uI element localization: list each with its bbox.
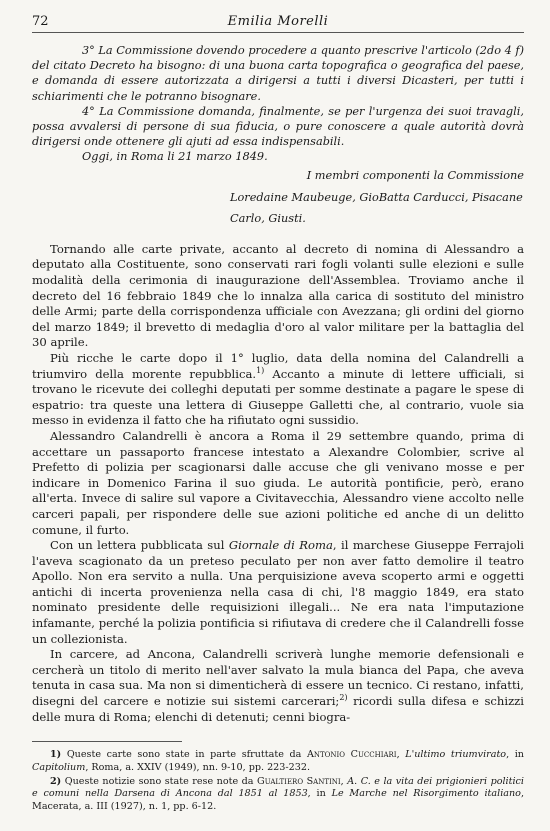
- footnote-2-sep: ,: [340, 776, 348, 788]
- footnote-2-number: 2): [50, 776, 62, 788]
- footnote-2-author: Gualtiero Santini: [257, 776, 341, 788]
- journal-title: Giornale di Roma: [228, 538, 333, 553]
- body-paragraph-1: Tornando alle carte private, accanto al decreto di nomina di Alessandro a deputato alla Costituente, sono conservati rari fogli volanti sulle elezioni e sulle modalità della cerimonia di inaugurazione dell'Assemblea. Troviamo anche il decreto del 16 febbraio 1849 che lo innalza alla carica di sostituto del ministro delle Armi; parte della corrispondenza ufficiale con Avezzana; gli ordini del giorno del marzo 1849; il brevetto di medaglia d'oro al valor militare per la battaglia del 30 aprile.: [32, 241, 524, 350]
- footnote-ref-1[interactable]: 1): [256, 365, 265, 375]
- footnote-1-title: L'ultimo triumvirato: [405, 749, 507, 761]
- signatories: [230, 189, 524, 227]
- page-number: 72: [32, 14, 49, 29]
- signatories-line-2: Carlo, Giusti.: [230, 211, 306, 225]
- signatories-line-1: Loredaine Maubeuge, GioBatta Carducci, Pisacane: [230, 190, 523, 204]
- footnote-2-text-c: , Macerata, a. III (1927), n. 1, pp. 6-12.: [32, 788, 524, 812]
- body-paragraph-3: Alessandro Calandrelli è ancora a Roma il 29 settembre quando, prima di accettare un passaporto francese intestato a Alexandre Colombier, scrive al Prefetto di polizia per scagionarsi dalle accuse che gli venivano mosse e per indicare in Domenico Farina il suo giuda. Le autorità pontificie, però, erano all'erta. Invece di salire sul vapore a Civitavecchia, Alessandro viene accolto nelle carceri papali, per rispondere delle sue azioni politiche ed anche di un delitto comune, il furto.: [32, 428, 524, 537]
- footnote-1-text-b: , in: [506, 749, 524, 761]
- body-paragraph-2: [32, 351, 524, 429]
- body-text: [32, 242, 524, 725]
- footnote-1-number: 1): [50, 749, 62, 761]
- footnote-1-text-c: , Roma, a. XXIV (1949), nn. 9-10, pp. 223-232.: [85, 761, 310, 773]
- footnotes: [32, 749, 524, 813]
- footnote-2-text-b: , in: [307, 788, 332, 800]
- body-paragraph-2-b: Accanto a minute di lettere ufficiali, si trovano le ricevute dei colleghi deputati per somme destinate a pagare le spese di espatrio: tra queste una lettera di Giuseppe Galletti che, al contrario, vuole sia messo in evidenza il fatto che ha rifiutato ogni sussidio.: [32, 366, 525, 428]
- footnote-1-author: Antonio Cucchiari: [306, 749, 397, 761]
- body-paragraph-4-a: Con un lettera pubblicata sul: [50, 538, 229, 553]
- footnote-1-text-a: Queste carte sono state in parte sfruttate da: [61, 749, 307, 761]
- quoted-document: [32, 43, 524, 165]
- body-paragraph-5-b: ricordi sulla difesa e schizzi delle mura di Roma; elenchi di detenuti; cenni biogra-: [32, 694, 524, 724]
- footnote-1: [32, 749, 524, 774]
- footnote-1-journal: Capitolium: [32, 761, 86, 773]
- running-head: [32, 12, 524, 33]
- footnote-1-sep: ,: [396, 749, 406, 761]
- body-paragraph-5-a: In carcere, ad Ancona, Calandrelli scriverà lunghe memorie defensionali e cercherà un titolo di merito nell'aver salvato la mula bianca del Papa, che aveva tenuta in casa sua. Ma non si dimenticherà di essere un tecnico. Ci restano, infatti, disegni del carcere e notizie sui sistemi carcerari;: [32, 647, 524, 709]
- running-title: Emilia Morelli: [227, 14, 329, 29]
- footnote-2-title: A. C. e la vita dei prigionieri politici e comuni nella Darsena di Ancona dal 1851 al 1853: [32, 776, 524, 800]
- document-paragraph-3: 3° La Commissione dovendo procedere a quanto prescrive l'articolo (2do 4 f) del citato Decreto ha bisogno: di una buona carta topografica o geografica del paese, e domanda di essere autorizzata a dirigersi a tutti i diversi Dicasteri, per tutti i schiarimenti che le potranno bisognare.: [32, 44, 524, 103]
- document-paragraph-4: 4° La Commissione domanda, finalmente, se per l'urgenza dei suoi travagli, possa avvalersi di persone di sua fiducia, o pure conoscere a quale autorità dovrà dirigersi onde ottenere gli ajuti ad essa indispensabili.: [32, 104, 524, 149]
- signatory-heading: I membri componenti la Commissione: [306, 168, 524, 182]
- body-paragraph-5: [32, 647, 524, 725]
- footnote-divider: [32, 741, 182, 742]
- footnote-2: [32, 776, 524, 813]
- footnote-2-journal: Le Marche nel Risorgimento italiano: [331, 788, 521, 800]
- body-paragraph-4: [32, 538, 524, 647]
- footnote-2-text-a: Queste notizie sono state rese note da: [61, 776, 258, 788]
- body-paragraph-4-b: , il marchese Giuseppe Ferrajoli l'aveva scagionato da un preteso peculato per non aver fatto demolire il teatro Apollo. Non era servito a nulla. Una perquisizione aveva scoperto armi e oggetti antichi di incerta provenienza nella casa di chi, l'8 maggio 1849, era stato nominato presidente delle requisizioni illegali... Ne era nata l'imputazione infamante, perché la polizia pontificia si rifiutava di credere che il Calandrelli fosse un collezionista.: [32, 538, 524, 646]
- body-paragraph-2-a: Più ricche le carte dopo il 1° luglio, data della nomina del Calandrelli a triumviro della morente repubblica.: [32, 350, 524, 381]
- footnote-ref-2[interactable]: 2): [339, 693, 348, 703]
- document-dateline: Oggi, in Roma li 21 marzo 1849.: [82, 150, 268, 164]
